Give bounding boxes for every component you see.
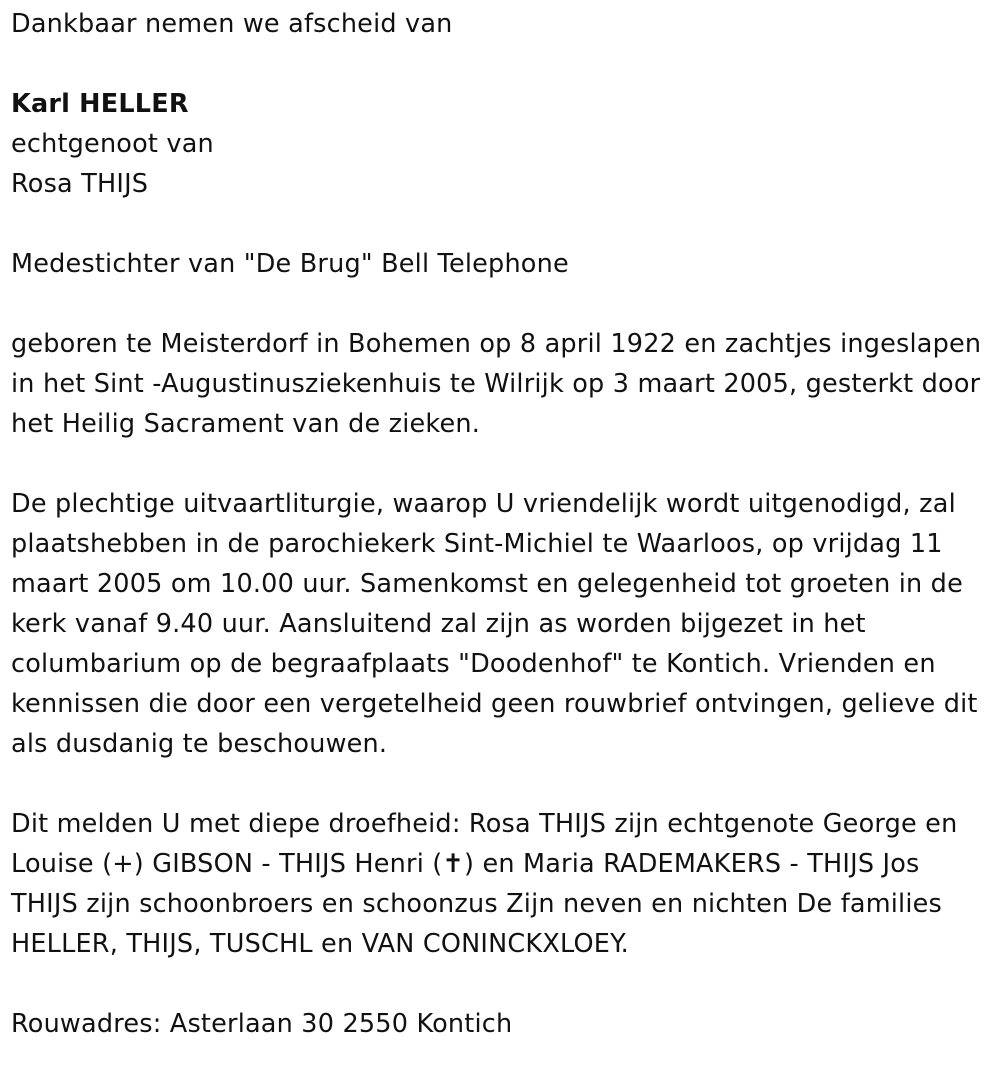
intro-line: Dankbaar nemen we afscheid van xyxy=(11,9,453,39)
birth-death-paragraph: geboren te Meisterdorf in Bohemen op 8 april 1922 en zachtjes ingeslapen in het Sint -Augustinusziekenhuis te Wilrijk op 3 maart 2005, gesterkt door het Heilig Sacrament van de zieken. xyxy=(11,329,982,439)
spacer xyxy=(11,444,991,484)
spacer xyxy=(11,964,991,1004)
spouse-name: Rosa THIJS xyxy=(11,169,149,199)
obituary-document xyxy=(11,4,991,1044)
deceased-name: Karl HELLER xyxy=(11,89,189,119)
relation-line: echtgenoot van xyxy=(11,129,214,159)
spacer xyxy=(11,764,991,804)
funeral-paragraph: De plechtige uitvaartliturgie, waarop U vriendelijk wordt uitgenodigd, zal plaatshebben in de parochiekerk Sint-Michiel te Waarloos, op vrijdag 11 maart 2005 om 10.00 uur. Samenkomst en gelegenheid tot groeten in de kerk vanaf 9.40 uur. Aansluitend zal zijn as worden bijgezet in het columbarium op de begraafplaats "Doodenhof" te Kontich. Vrienden en kennissen die door een vergetelheid geen rouwbrief ontvingen, gelieve dit als dusdanig te beschouwen. xyxy=(11,489,978,759)
mourners-paragraph: Dit melden U met diepe droefheid: Rosa THIJS zijn echtgenote George en Louise (+) GIBSON - THIJS Henri (✝) en Maria RADEMAKERS - THIJS Jos THIJS zijn schoonbroers en schoonzus Zijn neven en nichten De families HELLER, THIJS, TUSCHL en VAN CONINCKXLOEY. xyxy=(11,809,958,959)
mourning-address: Rouwadres: Asterlaan 30 2550 Kontich xyxy=(11,1009,513,1039)
cofounder-line: Medestichter van "De Brug" Bell Telephone xyxy=(11,249,569,279)
spacer xyxy=(11,44,991,84)
spacer xyxy=(11,284,991,324)
spacer xyxy=(11,204,991,244)
